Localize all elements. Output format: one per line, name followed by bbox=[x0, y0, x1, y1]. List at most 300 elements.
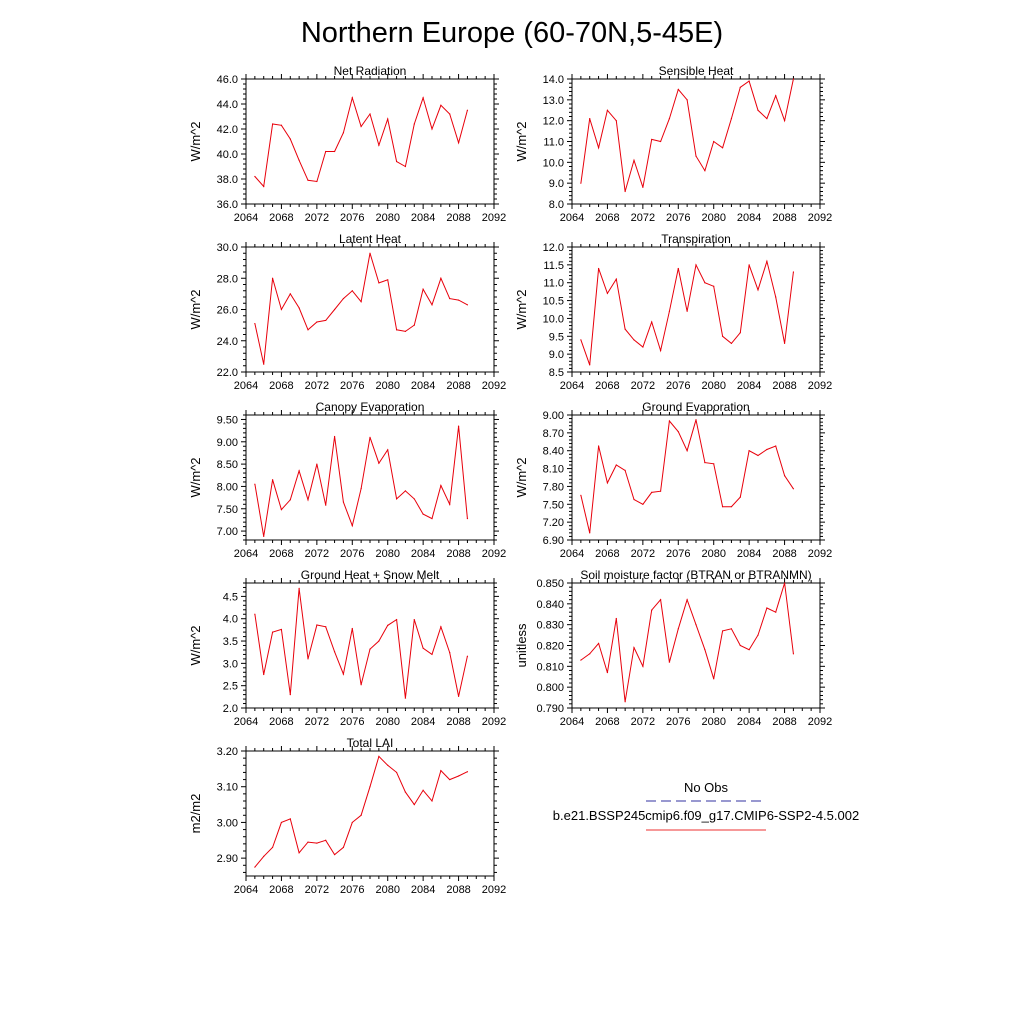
data-point bbox=[669, 118, 670, 119]
data-point bbox=[254, 484, 255, 485]
data-point bbox=[343, 847, 344, 848]
x-tick-label: 2084 bbox=[736, 380, 762, 392]
y-tick-label: 8.10 bbox=[542, 463, 564, 476]
data-point bbox=[642, 666, 643, 667]
y-axis-label: W/m^2 bbox=[514, 289, 529, 330]
data-point bbox=[254, 866, 255, 867]
data-point bbox=[660, 599, 661, 600]
chart-title: Ground Evaporation bbox=[642, 400, 750, 414]
plot-frame bbox=[246, 247, 494, 372]
data-point bbox=[423, 648, 424, 649]
data-point bbox=[361, 815, 362, 816]
x-tick-label: 2072 bbox=[630, 380, 656, 392]
data-point bbox=[352, 290, 353, 291]
x-tick-label: 2076 bbox=[666, 716, 691, 728]
plot-frame bbox=[246, 751, 494, 876]
x-tick-label: 2072 bbox=[630, 548, 656, 560]
series-line bbox=[255, 756, 468, 867]
x-tick-label: 2068 bbox=[269, 716, 294, 728]
data-point bbox=[378, 640, 379, 641]
data-point bbox=[387, 279, 388, 280]
series-line bbox=[255, 426, 468, 536]
data-point bbox=[784, 120, 785, 121]
legend bbox=[553, 780, 859, 830]
x-tick-label: 2068 bbox=[595, 716, 620, 728]
x-tick-label: 2072 bbox=[304, 380, 330, 392]
data-point bbox=[414, 804, 415, 805]
data-point bbox=[722, 506, 723, 507]
data-point bbox=[458, 300, 459, 301]
data-point bbox=[343, 673, 344, 674]
x-tick-label: 2088 bbox=[446, 212, 471, 224]
x-tick-label: 2068 bbox=[595, 212, 620, 224]
y-tick-label: 2.5 bbox=[222, 680, 238, 693]
y-axis-label: unitless bbox=[514, 623, 529, 668]
data-point bbox=[589, 653, 590, 654]
data-point bbox=[254, 614, 255, 615]
data-point bbox=[299, 470, 300, 471]
data-point bbox=[722, 336, 723, 337]
x-tick-label: 2092 bbox=[481, 716, 507, 728]
x-tick-label: 2076 bbox=[340, 548, 365, 560]
data-point bbox=[598, 147, 599, 148]
y-tick-label: 3.20 bbox=[216, 746, 238, 758]
data-point bbox=[713, 463, 714, 464]
chart-title: Latent Heat bbox=[338, 232, 402, 246]
data-point bbox=[580, 183, 581, 184]
data-point bbox=[290, 694, 291, 695]
data-point bbox=[378, 282, 379, 283]
x-tick-label: 2068 bbox=[595, 380, 620, 392]
data-point bbox=[272, 278, 273, 279]
x-tick-label: 2076 bbox=[340, 212, 365, 224]
data-point bbox=[272, 123, 273, 124]
y-tick-label: 3.5 bbox=[222, 636, 238, 649]
data-point bbox=[749, 80, 750, 81]
x-tick-label: 2092 bbox=[807, 212, 833, 224]
data-point bbox=[449, 298, 450, 299]
data-point bbox=[731, 118, 732, 119]
data-point bbox=[316, 181, 317, 182]
x-tick-label: 2088 bbox=[772, 212, 797, 224]
chart-title: Transpiration bbox=[661, 232, 731, 246]
data-point bbox=[449, 652, 450, 653]
data-point bbox=[396, 498, 397, 499]
data-point bbox=[740, 645, 741, 646]
data-point bbox=[369, 253, 370, 254]
data-point bbox=[633, 499, 634, 500]
x-tick-label: 2068 bbox=[269, 212, 294, 224]
data-point bbox=[598, 643, 599, 644]
data-point bbox=[580, 339, 581, 340]
x-tick-label: 2072 bbox=[304, 212, 330, 224]
data-point bbox=[616, 279, 617, 280]
data-point bbox=[687, 599, 688, 600]
data-point bbox=[731, 506, 732, 507]
data-point bbox=[749, 264, 750, 265]
data-point bbox=[378, 145, 379, 146]
y-tick-label: 0.840 bbox=[536, 598, 564, 611]
data-point bbox=[687, 99, 688, 100]
x-tick-label: 2080 bbox=[375, 380, 400, 392]
chart-panel bbox=[514, 64, 832, 224]
x-tick-label: 2088 bbox=[772, 380, 797, 392]
data-point bbox=[633, 339, 634, 340]
y-tick-label: 0.810 bbox=[536, 661, 564, 674]
y-tick-label: 8.70 bbox=[542, 427, 564, 440]
chart-title: Canopy Evaporation bbox=[315, 400, 425, 414]
data-point bbox=[440, 278, 441, 279]
x-tick-label: 2092 bbox=[807, 548, 833, 560]
data-point bbox=[633, 160, 634, 161]
series-line bbox=[581, 420, 794, 533]
data-point bbox=[642, 504, 643, 505]
data-point bbox=[316, 843, 317, 844]
data-point bbox=[299, 588, 300, 589]
chart-panel bbox=[188, 736, 506, 896]
data-point bbox=[387, 118, 388, 119]
data-point bbox=[589, 364, 590, 365]
y-tick-label: 6.90 bbox=[542, 535, 564, 547]
chart-title: Sensible Heat bbox=[658, 64, 734, 78]
data-point bbox=[651, 492, 652, 493]
chart-panel bbox=[188, 232, 506, 392]
data-point bbox=[695, 155, 696, 156]
data-point bbox=[616, 464, 617, 465]
data-point bbox=[704, 282, 705, 283]
data-point bbox=[281, 309, 282, 310]
data-point bbox=[316, 464, 317, 465]
data-point bbox=[405, 698, 406, 699]
data-point bbox=[352, 628, 353, 629]
chart-panel bbox=[188, 64, 506, 224]
data-point bbox=[405, 166, 406, 167]
plot-frame bbox=[572, 583, 820, 708]
data-point bbox=[660, 350, 661, 351]
chart-panel bbox=[188, 400, 506, 560]
y-axis-label: W/m^2 bbox=[514, 121, 529, 162]
series-line bbox=[255, 253, 468, 364]
series-line bbox=[581, 79, 794, 192]
x-tick-label: 2076 bbox=[340, 380, 365, 392]
data-point bbox=[642, 187, 643, 188]
y-tick-label: 11.0 bbox=[543, 277, 564, 290]
data-point bbox=[449, 504, 450, 505]
data-point bbox=[678, 268, 679, 269]
data-point bbox=[378, 463, 379, 464]
data-point bbox=[396, 161, 397, 162]
data-point bbox=[660, 141, 661, 142]
y-tick-label: 7.80 bbox=[542, 481, 564, 494]
y-tick-label: 4.5 bbox=[222, 591, 238, 604]
data-point bbox=[423, 790, 424, 791]
data-point bbox=[290, 138, 291, 139]
data-point bbox=[431, 128, 432, 129]
data-point bbox=[766, 118, 767, 119]
y-tick-label: 9.5 bbox=[548, 331, 564, 344]
data-point bbox=[740, 87, 741, 88]
data-point bbox=[678, 431, 679, 432]
data-point bbox=[307, 658, 308, 659]
y-tick-label: 2.0 bbox=[222, 703, 238, 715]
data-point bbox=[263, 364, 264, 365]
y-tick-label: 8.5 bbox=[548, 367, 564, 379]
data-point bbox=[263, 856, 264, 857]
y-tick-label: 7.00 bbox=[216, 526, 238, 539]
x-tick-label: 2072 bbox=[304, 716, 330, 728]
data-point bbox=[325, 505, 326, 506]
data-point bbox=[405, 490, 406, 491]
y-tick-label: 40.0 bbox=[216, 149, 238, 161]
x-tick-label: 2064 bbox=[559, 548, 585, 560]
data-point bbox=[290, 293, 291, 294]
x-tick-label: 2092 bbox=[481, 212, 507, 224]
x-tick-label: 2064 bbox=[233, 548, 259, 560]
data-point bbox=[334, 309, 335, 310]
y-tick-label: 26.0 bbox=[216, 304, 238, 317]
data-point bbox=[580, 659, 581, 660]
plot-frame bbox=[246, 415, 494, 540]
y-tick-label: 9.50 bbox=[216, 414, 238, 427]
data-point bbox=[387, 625, 388, 626]
data-point bbox=[766, 607, 767, 608]
data-point bbox=[458, 775, 459, 776]
y-tick-label: 10.5 bbox=[542, 295, 564, 308]
plot-frame bbox=[246, 79, 494, 204]
data-point bbox=[793, 271, 794, 272]
data-point bbox=[334, 854, 335, 855]
data-point bbox=[369, 437, 370, 438]
data-point bbox=[625, 191, 626, 192]
y-tick-label: 0.800 bbox=[536, 682, 564, 695]
x-tick-label: 2076 bbox=[666, 212, 691, 224]
y-tick-label: 0.790 bbox=[536, 703, 564, 715]
data-point bbox=[396, 619, 397, 620]
data-point bbox=[325, 151, 326, 152]
data-point bbox=[361, 126, 362, 127]
data-point bbox=[458, 696, 459, 697]
data-point bbox=[254, 323, 255, 324]
data-point bbox=[678, 628, 679, 629]
data-point bbox=[749, 450, 750, 451]
data-point bbox=[766, 449, 767, 450]
x-tick-label: 2080 bbox=[375, 212, 400, 224]
data-point bbox=[440, 105, 441, 106]
data-point bbox=[307, 329, 308, 330]
data-point bbox=[722, 630, 723, 631]
data-point bbox=[793, 488, 794, 489]
y-tick-label: 38.0 bbox=[216, 174, 238, 186]
data-point bbox=[607, 110, 608, 111]
data-point bbox=[713, 286, 714, 287]
data-point bbox=[396, 329, 397, 330]
data-point bbox=[272, 847, 273, 848]
y-tick-label: 36.0 bbox=[216, 199, 238, 211]
chart-panel bbox=[514, 568, 832, 728]
data-point bbox=[440, 770, 441, 771]
data-point bbox=[757, 455, 758, 456]
data-point bbox=[423, 514, 424, 515]
data-point bbox=[467, 518, 468, 519]
x-tick-label: 2076 bbox=[666, 380, 691, 392]
y-axis-label: m2/m2 bbox=[188, 793, 203, 834]
data-point bbox=[299, 160, 300, 161]
x-tick-label: 2092 bbox=[807, 380, 833, 392]
data-point bbox=[704, 649, 705, 650]
data-point bbox=[387, 449, 388, 450]
data-point bbox=[431, 800, 432, 801]
y-tick-label: 10.0 bbox=[542, 157, 564, 170]
chart-panel bbox=[188, 568, 506, 728]
y-tick-label: 13.0 bbox=[542, 94, 564, 107]
x-tick-label: 2080 bbox=[375, 548, 400, 560]
data-point bbox=[687, 311, 688, 312]
x-tick-label: 2076 bbox=[666, 548, 691, 560]
data-point bbox=[616, 618, 617, 619]
data-point bbox=[722, 147, 723, 148]
data-point bbox=[793, 78, 794, 79]
data-point bbox=[784, 582, 785, 583]
plot-frame bbox=[572, 79, 820, 204]
y-tick-label: 11.0 bbox=[543, 136, 564, 149]
y-tick-label: 0.830 bbox=[536, 619, 564, 632]
y-tick-label: 44.0 bbox=[216, 99, 238, 111]
x-tick-label: 2072 bbox=[304, 884, 330, 896]
data-point bbox=[369, 786, 370, 787]
legend-label-model: b.e21.BSSP245cmip6.f09_g17.CMIP6-SSP2-4.5.002 bbox=[552, 808, 860, 823]
series-line bbox=[581, 261, 794, 365]
x-tick-label: 2072 bbox=[630, 716, 656, 728]
y-tick-label: 8.40 bbox=[542, 445, 564, 458]
data-point bbox=[775, 296, 776, 297]
data-point bbox=[580, 495, 581, 496]
x-tick-label: 2084 bbox=[736, 212, 762, 224]
x-tick-label: 2072 bbox=[630, 212, 656, 224]
y-tick-label: 0.850 bbox=[536, 578, 564, 590]
data-point bbox=[343, 501, 344, 502]
data-point bbox=[607, 482, 608, 483]
y-tick-label: 9.0 bbox=[548, 178, 564, 191]
x-tick-label: 2080 bbox=[701, 380, 726, 392]
data-point bbox=[281, 629, 282, 630]
y-tick-label: 2.90 bbox=[216, 853, 238, 866]
x-tick-label: 2080 bbox=[375, 716, 400, 728]
data-point bbox=[281, 509, 282, 510]
y-axis-label: W/m^2 bbox=[188, 625, 203, 666]
chart-title: Net Radiation bbox=[333, 64, 407, 78]
x-tick-label: 2068 bbox=[269, 548, 294, 560]
y-tick-label: 22.0 bbox=[216, 367, 238, 379]
data-point bbox=[642, 346, 643, 347]
data-point bbox=[263, 186, 264, 187]
data-point bbox=[775, 612, 776, 613]
data-point bbox=[361, 684, 362, 685]
y-tick-label: 0.820 bbox=[536, 640, 564, 653]
y-tick-label: 42.0 bbox=[216, 124, 238, 136]
data-point bbox=[598, 268, 599, 269]
data-point bbox=[757, 289, 758, 290]
data-point bbox=[616, 120, 617, 121]
chart-title: Ground Heat + Snow Melt bbox=[300, 568, 440, 582]
data-point bbox=[431, 304, 432, 305]
plot-frame bbox=[572, 415, 820, 540]
data-point bbox=[405, 791, 406, 792]
y-tick-label: 4.0 bbox=[222, 613, 238, 626]
data-point bbox=[281, 125, 282, 126]
data-point bbox=[766, 261, 767, 262]
data-point bbox=[651, 321, 652, 322]
y-axis-label: W/m^2 bbox=[188, 289, 203, 330]
y-tick-label: 8.00 bbox=[216, 481, 238, 494]
y-tick-label: 28.0 bbox=[216, 273, 238, 286]
data-point bbox=[334, 436, 335, 437]
data-point bbox=[669, 662, 670, 663]
data-point bbox=[757, 110, 758, 111]
data-point bbox=[633, 647, 634, 648]
data-point bbox=[695, 419, 696, 420]
x-tick-label: 2064 bbox=[233, 212, 259, 224]
chart-title: Soil moisture factor (BTRAN or BTRANMN) bbox=[580, 568, 812, 582]
data-point bbox=[731, 628, 732, 629]
data-point bbox=[361, 488, 362, 489]
x-tick-label: 2076 bbox=[340, 716, 365, 728]
data-point bbox=[458, 426, 459, 427]
chart-panel bbox=[514, 232, 832, 392]
y-tick-label: 7.50 bbox=[542, 499, 564, 512]
y-tick-label: 3.10 bbox=[216, 781, 238, 794]
y-axis-label: W/m^2 bbox=[188, 457, 203, 498]
data-point bbox=[607, 672, 608, 673]
x-tick-label: 2084 bbox=[736, 716, 762, 728]
data-point bbox=[263, 536, 264, 537]
data-point bbox=[695, 624, 696, 625]
x-tick-label: 2064 bbox=[559, 716, 585, 728]
data-point bbox=[695, 264, 696, 265]
x-tick-label: 2088 bbox=[446, 716, 471, 728]
data-point bbox=[467, 656, 468, 657]
y-tick-label: 12.0 bbox=[542, 115, 564, 128]
data-point bbox=[387, 765, 388, 766]
data-point bbox=[290, 818, 291, 819]
data-point bbox=[361, 301, 362, 302]
data-point bbox=[334, 651, 335, 652]
x-tick-label: 2080 bbox=[701, 212, 726, 224]
data-point bbox=[423, 289, 424, 290]
x-tick-label: 2068 bbox=[269, 884, 294, 896]
data-point bbox=[307, 841, 308, 842]
data-point bbox=[449, 779, 450, 780]
data-point bbox=[651, 139, 652, 140]
data-point bbox=[325, 320, 326, 321]
y-tick-label: 7.20 bbox=[542, 517, 564, 530]
x-tick-label: 2084 bbox=[410, 716, 436, 728]
x-tick-label: 2064 bbox=[233, 884, 259, 896]
data-point bbox=[589, 118, 590, 119]
data-point bbox=[467, 304, 468, 305]
data-point bbox=[775, 95, 776, 96]
x-tick-label: 2084 bbox=[410, 380, 436, 392]
data-point bbox=[669, 311, 670, 312]
data-point bbox=[687, 450, 688, 451]
y-tick-label: 30.0 bbox=[216, 242, 238, 254]
data-point bbox=[414, 619, 415, 620]
y-tick-label: 10.0 bbox=[542, 313, 564, 326]
chart-panel bbox=[514, 400, 832, 560]
data-point bbox=[325, 840, 326, 841]
data-point bbox=[731, 343, 732, 344]
data-point bbox=[299, 307, 300, 308]
y-tick-label: 46.0 bbox=[216, 74, 238, 86]
